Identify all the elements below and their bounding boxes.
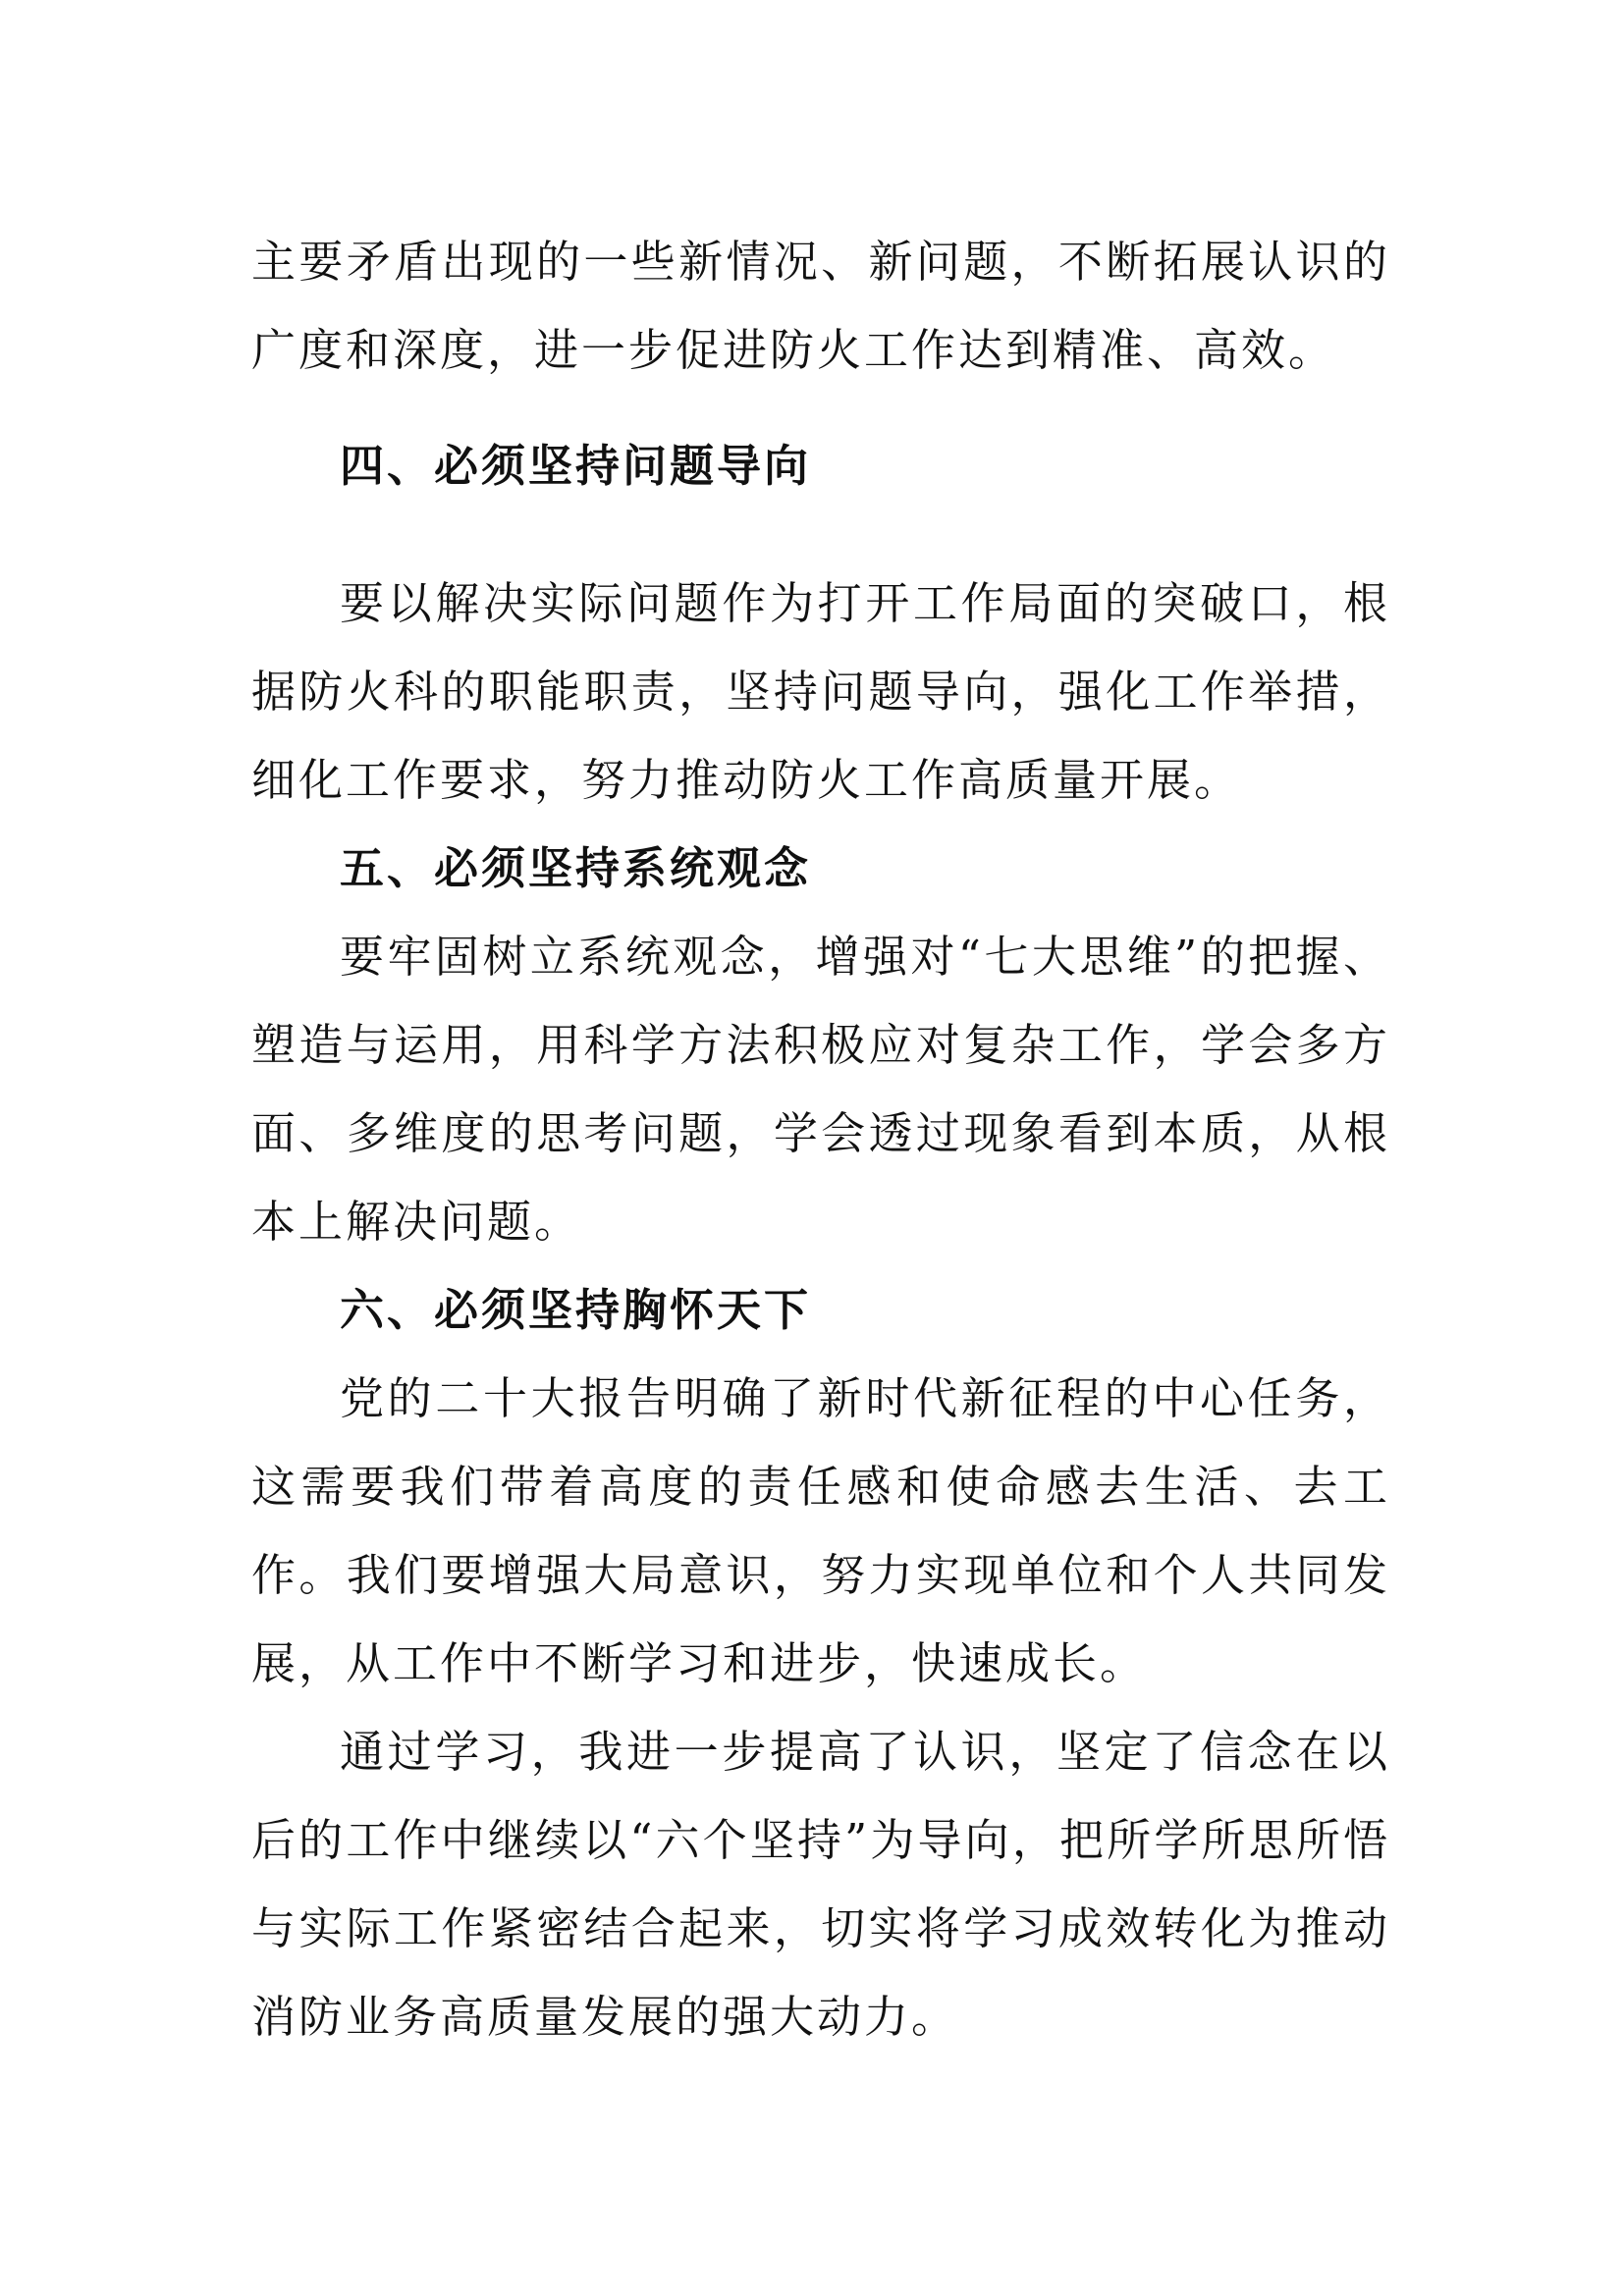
section-heading-world-view: 六、必须坚持胸怀天下 xyxy=(340,1284,812,1336)
section-heading-problem-oriented: 四、必须坚持问题导向 xyxy=(340,440,812,492)
paragraph-world-view: 党的二十大报告明确了新时代新征程的中心任务，这需要我们带着高度的责任感和使命感去生活、去工作。我们要增强大局意识，努力实现单位和个人共同发展，从工作中不断学习和进步，快速成长。 xyxy=(251,1372,1390,1689)
paragraph-continued: 主要矛盾出现的一些新情况、新问题，不断拓展认识的广度和深度，进一步促进防火工作达到精准、高效。 xyxy=(251,236,1390,376)
paragraph-system-view: 要牢固树立系统观念，增强对“七大思维”的把握、塑造与运用，用科学方法积极应对复杂工作，学会多方面、多维度的思考问题，学会透过现象看到本质，从根本上解决问题。 xyxy=(251,931,1390,1248)
paragraph-problem-oriented: 要以解决实际问题作为打开工作局面的突破口，根据防火科的职能职责，坚持问题导向，强化工作举措，细化工作要求，努力推动防火工作高质量开展。 xyxy=(251,577,1390,806)
document-body xyxy=(251,218,1390,2061)
section-heading-system-view: 五、必须坚持系统观念 xyxy=(340,842,812,894)
paragraph-conclusion: 通过学习，我进一步提高了认识，坚定了信念在以后的工作中继续以“六个坚持”为导向，把所学所思所悟与实际工作紧密结合起来，切实将学习成效转化为推动消防业务高质量发展的强大动力。 xyxy=(251,1726,1390,2043)
